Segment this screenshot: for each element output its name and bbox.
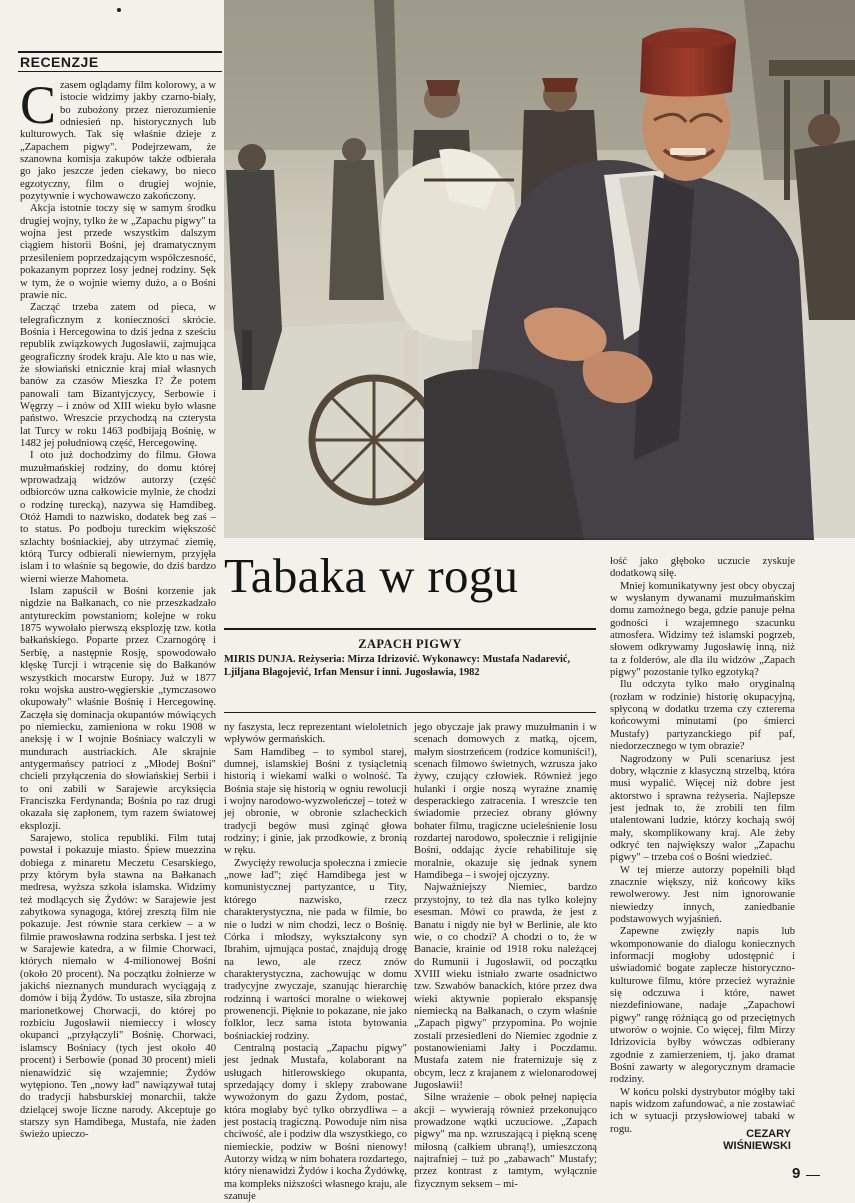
paragraph: Sarajewo, stolica republiki. Film tutaj powstał i pokazuje miasto. Śpiew muezzina dobiega z minaretu Meczetu Cesarskiego, przy którym była stawna na Bałkanach medresa, wyższa szkoła islamska. Widzimy też modlących się Żydów: w Sarajewie jest zabytkowa synagoga, której zresztą film nie pokazuje. Jest równie stara cerkiew – a w filmie prawosławna rodzina serbska. I jest też w Sarajewie katedra, a w filmie Chorwaci, których niemało w 4-milionowej Bośni (około 20 procent). Na początku żołnierze w jakichś nieznanych mundurach wyciągają z domów i biją Żydów. To ustasze, siła zbrojna marionetkowej Chorwacji, do której po rozbiciu Jugosławii niemieccy i włoscy okupanci „przyłączyli" Bośnię. Chorwaci, islamscy Bośniacy (tych jest około 40 procent) i Serbowie (ponad 30 procent) mieli nienawidzić się wzajemnie; Żydów wytępiono. Ten „nowy ład" nawiązywał tutaj do tradycji habsburskiej monarchii, także dzielącej swoje liczne narody. Akceptuje go starszy syn Hamdibega, Mustafa, nie żaden świeżo upieczo-	[20, 832, 216, 1141]
paragraph: jego obyczaje jak prawy muzułmanin i w scenach domowych z matką, ojcem, małym siostrzeńcem (rodzice komuniści!), scenach filmowo świetnych, wzrusza jako żywy, czujący człowiek. Również jego hulanki i orgie noszą wyraźne znamię desperackiego zatracenia. I wreszcie ten świadomie przeciez obrany główny bohater filmu, tragiczne ucieleśnienie losu rozdartej narodowo, społecznie i religijnie Bośni, oddając życie rehabilituje się moralnie, okazuje się jednak synem Hamdibega – i swojej ojczyzny.	[414, 722, 597, 882]
paragraph: łość jako głęboko uczucie zyskuje dodatkową siłę.	[610, 556, 795, 580]
paragraph: Nagrodzony w Puli scenariusz jest dobry, włącznie z klasyczną strzelbą, która musi wypalić. Więcej niż dobre jest aktorstwo i sprawna reżyseria. Najlepsze jest jednak to, że zrobili ten film utalentowani ludzie, którzy kochają swój mały, skomplikowany kraj. Ale żeby odkryć ten największy walor „Zapachu pigwy" – trzeba coś o Bośni wiedzieć.	[610, 753, 795, 864]
film-credits: MIRIS DUNJA. Reżyseria: Mirza Idrizović. Wykonawcy: Mustafa Nadarević, Ljiljana Blagojević, Irfan Mensur i inni. Jugosławia, 1982	[224, 654, 571, 678]
paragraph: Islam zapuścił w Bośni korzenie jak nigdzie na Bałkanach, co nie przeszkadzało antytureckim powstaniom; kolejne w roku 1875 wywołało pierwszą eksplozję tzw. kotła bałkańskiego. Poparte przez Czarnogórę i Serbię, a następnie Rosję, spowodowało klęskę Turcji i wtrącenie się do Bałkanów wszystkich mocarstw Europy. Już w 1877 roku wojska austro-węgierskie „tymczasowo okupowały" właśnie Bośnię i Hercegowinę. Zaczęła się dominacja okupantów mówiących po niemiecku, zamieniona w roku 1908 w aneksję i w I wojnie Bośniacy walczyli w mundurach austriackich. Ale skrajnie antygermańscy patrioci z „Młodej Bośni" chcieli przyłączenia do słowiańskiej Serbii i to oni zabili w Sarajewie arcyksięcia Franciszka Ferdynanda; Bośnia po raz drugi okazała się zapłonem, tym razem światowej eksplozji.	[20, 586, 216, 832]
paragraph: Ilu odczyta tylko mało oryginalną (rozłam w rodzinie) historię okupacyjną, spłyconą w dodatku trzema czy czterema końcowymi minutami (po śmierci Mustafy) partyzanckiego pif paf, niedorzecznego w tym obrazie?	[610, 679, 795, 753]
paragraph: Mniej komunikatywny jest obcy obyczaj w wysłanym dywanami muzułmańskim domu zamożnego bega, gdzie panuje pełna godności i wzajemnego szacunku atmosfera. Widzimy też islamski pogrzeb, słowem odkrywamy Jugosławię inną, niż ta z folderów, ale dla ilu widzów „Zapach pigwy" pozostanie tylko egzotyką?	[610, 580, 795, 679]
section-top-rule	[18, 51, 222, 53]
paragraph: ny faszysta, lecz reprezentant wieloletnich wpływów germańskich.	[224, 722, 407, 746]
paragraph: Silne wrażenie – obok pełnej napięcia akcji – wywierają również przekonująco prowadzone wątki uczuciowe. „Zapach pigwy" ma np. wzruszającą i piękną scenę miłosną (całkiem ubraną!), umieszczoną najtrafniej – tuż po „zabawach" Mustafy; przez kontrast z tamtym, wyłącznie fizycznym seksem – mi-	[414, 1092, 597, 1190]
paragraph: W końcu polski dystrybutor mógłby taki napis widzom zafundować, a nie zostawiać ich w sytuacji przysłowiowej tabaki w rogu.	[610, 1086, 795, 1135]
section-label: RECENZJE	[20, 54, 99, 70]
page-number: 9	[792, 1165, 801, 1182]
article-column-1	[20, 75, 216, 1172]
credits-rule	[224, 712, 596, 713]
section-bottom-rule	[18, 71, 222, 72]
title-rule	[224, 628, 596, 630]
ink-dot	[117, 8, 121, 12]
paragraph: zasem oglądamy film kolorowy, a w istocie widzimy jakby czarno-biały, bo zubożony przez nierozumienie odniesień np. historycznych lub kulturowych. Tak się właśnie dzieje z „Zapachem pigwy". Podejrzewam, że szanowna komisja zakupów także odbierała go jako jeszcze jeden ciekawy, bo nieco egzotyczny, film o drugiej wojnie, pozytywnie i wychowawczo zakończony.	[20, 80, 216, 203]
film-still-photo	[224, 0, 855, 538]
paragraph: Akcja istotnie toczy się w samym środku drugiej wojny, tylko że w „Zapachu pigwy" ta wojna jest przede wszystkim dalszym ciągiem historii Bośni, jej dramatycznym przesileniem poprzedzającym współczesność, pokazanym poprzez losy jednej rodziny. Sęk w tym, że o wojnie wiemy dużo, a o Bośni prawie nic.	[20, 203, 216, 301]
paragraph: Najważniejszy Niemiec, bardzo przystojny, to też dla nas tylko kolejny esesman. Mówi co prawda, że jest z Banatu i nigdy nie był w Berlinie, ale kto wie, o co chodzi? A chodzi o to, że w Banacie, krainie od 1918 roku należącej do Rumunii i Jugosławii, od początku XVIII wieku istniało zwarte osadnictwo tzw. Szwabów banackich, które przez dwa wieki aktywnie popierało ekspansję niemiecką na Bałkanach, o czym właśnie „Zapach pigwy" przypomina. Po wojnie zostali przesiedleni do Niemiec zgodnie z postanowieniami Jałty i Poczdamu. Mustafa zatem nie fraternizuje się z obcym, lecz z krajanem z wielonarodowej Jugosławii!	[414, 882, 597, 1091]
author-last-name: WIŚNIEWSKI	[723, 1140, 791, 1152]
author-first-name: CEZARY	[746, 1128, 791, 1140]
paragraph: Zacząć trzeba zatem od pieca, w telegraficznym z konieczności skrócie. Bośnia i Hercegowina to dziś jedna z sześciu republik związkowych Jugosławii, zajmująca geograficzny środek kraju. Ale kto u nas wie, że słowiański etnicznie kraj miał własnych banów za czasów Mieszka I? Że potem panowali tam Bizantyjczycy, Serbowie i Węgrzy – i znów od XIII wieku było własne państwo. Wreszcie przychodzą na czterysta lat Turcy w roku 1463 podbijają Bośnię, w 1482 jej południową część, Hercegowinę.	[20, 302, 216, 449]
paragraph: Zapewne zwięzły napis lub wkomponowanie do dialogu koniecznych informacji mogłoby udostępnić i uświadomić bogate zaplecze historyczno-kulturowe filmu, które przecież wyraźnie się odczuwa i które, nawet niezdefiniowane, nadaje „Zapachowi pigwy" rangę różniącą go od przeciętnych utworów o wojnie. Co więcej, film Mirzy Idrizovicia byłby wówczas odbierany zgodnie z zamierzeniem, tj. jako dramat Bośni zawarty w alegorycznym dramacie rodziny.	[610, 926, 795, 1086]
paragraph: Centralną postacią „Zapachu pigwy" jest jednak Mustafa, kolaborant na usługach hitlerowskiego okupanta, sprzedający domy i sklepy zrabowane wywożonym do gazu Żydom, postać, która mogłaby być tylko obrzydliwa – a jest postacią tragiczną. Powoduje nim nisa chciwość, ale i podziw dla wszystkiego, co niemieckie, podziw w Bośni nienowy! Autorzy widzą w nim bohatera rozdartego, który nienawidzi Żydów i kocha Żydówkę, ma kompleks niższości własnego kraju, ale szanuje	[224, 1042, 407, 1203]
film-still-illustration	[224, 0, 855, 538]
paragraph: Sam Hamdibeg – to symbol starej, dumnej, islamskiej Bośni z tysiącletnią historią i wiekami walki o wolność. Ta Bośnia staje się historią w ogniu rewolucji i wojny narodowo-wyzwoleńczej – toteż w jej obronie, w obronie szlacheckich tradycji begów musi zginąć głowa rodziny; i ginie, jak przodkowie, z bronią w ręku.	[224, 746, 407, 857]
article-title: Tabaka w rogu	[224, 548, 519, 603]
page-number-dash	[806, 1175, 820, 1176]
film-title: ZAPACH PIGWY	[358, 637, 462, 651]
drop-cap: C	[20, 75, 57, 135]
paragraph: Zwycięży rewolucja społeczna i zmiecie „nowe ład"; zięć Hamdibega jest w komunistycznej partyzantce, u Tity, którego nazwisko, rzecz charakterystyczna, nie pada w filmie, bo nie o ludzi w nim chodzi, lecz o Bośnię. Córka i młodszy, wykształcony syn Ibrahim, ujmująca postać, znajdują drogę na lewo, ale rzecz znów charakterystyczna, zachowując w domu tradycyjne zwyczaje, szanując hierarchię rodzinną i wartości moralne o wiekowej prowenencji. Pięknie to pokazane, nie jako folklor, lecz sama istota bytowania bośniackiej rodziny.	[224, 857, 407, 1042]
article-column-3	[414, 722, 597, 1190]
paragraph: I oto już dochodzimy do filmu. Głowa muzułmańskiej rodziny, do domu której wprowadzają widzów autorzy (część odbiorców uzna całkowicie mylnie, że chodzi o rodzinę turecką), nazywa się Hamdibeg. Otóż Hamdi to nazwisko, dodatek beg zaś – to status. Po podboju tureckim większość szlachty bośniackiej, aby utrzymać ziemię, którą Turcy odbierali niewiernym, przyjęła islam i to właśnie są begowie, do dziś bardzo wierni wierze Mahometa.	[20, 450, 216, 585]
paragraph: W tej mierze autorzy popełnili błąd znacznie większy, niż końcowy kiks rewolwerowy. Jest nim ignorowanie niewiedzy innych, zaniedbanie podstawowych wyjaśnień.	[610, 864, 795, 925]
article-column-2	[224, 722, 407, 1203]
